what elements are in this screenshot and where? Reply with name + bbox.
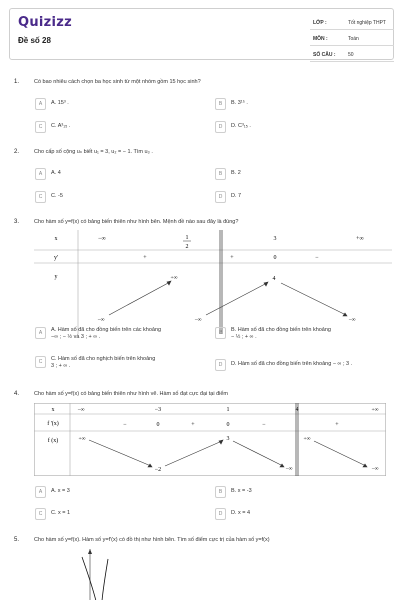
meta-label: MÔN : [313, 36, 328, 42]
fprime-label: f '(x) [47, 421, 59, 427]
x-label: x [51, 407, 55, 413]
option-text: A. Hàm số đã cho đồng biến trên các khoảng −∞ ; − ½ và 3 ; + ∞ . [51, 327, 162, 340]
x-label: x [54, 236, 58, 242]
option-letter-box: C [35, 191, 46, 203]
meta-value: Toán [348, 36, 359, 42]
x-value: 2 [185, 244, 189, 250]
option-text: A. x = 3 [51, 488, 70, 494]
option-letter-box: A [35, 327, 46, 339]
meta-row-socau [310, 49, 394, 62]
x-value: 3 [273, 236, 277, 242]
x-value: +∞ [371, 407, 379, 413]
option-letter-box: B [215, 486, 226, 498]
meta-label: LỚP : [313, 20, 327, 26]
option-text: B. Hàm số đã cho đồng biến trên khoảng − ½ ; + ∞ . [231, 327, 331, 340]
x-value: −3 [154, 407, 162, 413]
f-value: +∞ [78, 436, 86, 442]
sign: − [315, 255, 319, 261]
option-text: C. A³₁₅ . [51, 123, 71, 129]
y-value: −∞ [194, 317, 202, 323]
x-value: −∞ [98, 236, 106, 242]
y-label: y [54, 274, 58, 280]
question-text: Cho hàm số y=f(x) có bảng biến thiên như hình bên. Mệnh đề nào sau đây là đúng? [34, 219, 239, 225]
option-letter-box: D [215, 121, 226, 133]
quiz-header [9, 8, 394, 60]
question-text: Có bao nhiêu cách chọn ba học sinh từ một nhóm gồm 15 học sinh? [34, 79, 201, 85]
option-text: B. x = -3 [231, 488, 252, 494]
f-value: −2 [154, 467, 162, 473]
x-value: 1 [226, 407, 230, 413]
option-letter-box: B [215, 168, 226, 180]
question-number: 4. [14, 391, 20, 397]
sign: + [191, 422, 195, 428]
question-number: 1. [14, 79, 20, 85]
question-number: 2. [14, 149, 20, 155]
question-number: 3. [14, 219, 20, 225]
option-text: D. 7 [231, 193, 242, 199]
option-letter-box: B [215, 98, 226, 110]
option-text: A. 4 [51, 170, 61, 176]
option-text: C. -5 [51, 193, 63, 199]
sign: 0 [156, 422, 160, 428]
option-letter-box: D [215, 359, 226, 371]
meta-value: Tốt nghiệp THPT [348, 20, 386, 26]
option-text: D. x = 4 [231, 510, 251, 516]
quizizz-logo: Quizizz [18, 15, 73, 30]
sign: 0 [273, 255, 277, 261]
page-title: Đề số 28 [18, 36, 51, 45]
f-prime-curve [102, 559, 108, 600]
f-value: −∞ [285, 466, 293, 472]
option-letter-box: D [215, 508, 226, 520]
f-prime-curve [82, 557, 96, 600]
y-axis-arrow [88, 549, 92, 554]
meta-row-lop [310, 17, 394, 30]
derivative-graph-q5 [60, 549, 170, 600]
question-text: Cho hàm số y=f(x) có bảng biến thiên như hình vẽ. Hàm số đạt cực đại tại điểm [34, 391, 229, 397]
quiz-meta [310, 17, 394, 65]
option-text: B. 2 [231, 170, 241, 176]
option-letter-box: C [35, 121, 46, 133]
y-value: +∞ [170, 275, 178, 281]
sign: 0 [226, 422, 230, 428]
f-value: −∞ [371, 466, 379, 472]
question-text: Cho cấp số cộng uₙ biết u₁ = 3, u₂ = − 1. Tìm u₃ . [34, 149, 153, 155]
meta-value: 50 [348, 52, 354, 58]
option-text: A. 15³ . [51, 100, 69, 106]
x-value: 4 [295, 407, 299, 413]
variation-table-q4 [34, 403, 386, 476]
meta-row-mon [310, 33, 394, 46]
option-text: B. 3¹⁵ . [231, 100, 248, 106]
option-letter-box: A [35, 168, 46, 180]
option-text: C. Hàm số đã cho nghịch biến trên khoảng 3 ; + ∞ . [51, 356, 156, 369]
question-number: 5. [14, 537, 20, 543]
sign: − [123, 422, 127, 428]
y-value: −∞ [348, 317, 356, 323]
sign: + [143, 255, 147, 261]
meta-label: SỐ CÂU : [313, 52, 336, 58]
sign: + [335, 422, 339, 428]
f-value: +∞ [303, 436, 311, 442]
option-text: D. Hàm số đã cho đồng biến trên khoảng − ∞ ; 3 . [231, 361, 353, 367]
option-letter-box: A [35, 98, 46, 110]
option-text: C. x = 1 [51, 510, 71, 516]
sign: − [262, 422, 266, 428]
option-letter-box: C [35, 356, 46, 368]
x-value: −∞ [77, 407, 85, 413]
option-letter-box: A [35, 486, 46, 498]
option-letter-box: D [215, 191, 226, 203]
y-value: 4 [272, 276, 276, 282]
option-letter-box: C [35, 508, 46, 520]
f-label: f (x) [47, 438, 59, 444]
sign: + [230, 255, 234, 261]
y-value: −∞ [97, 317, 105, 323]
f-value: 3 [226, 436, 230, 442]
question-text: Cho hàm số y=f(x). Hàm số y=f'(x) có đồ thị như hình bên. Tìm số điểm cực trị của hàm số y=f(x) [34, 537, 270, 543]
x-value: +∞ [356, 236, 364, 242]
variation-table-q3 [34, 230, 392, 334]
x-value: 1 [185, 235, 189, 241]
option-letter-box: B [215, 327, 226, 339]
yprime-label: y' [53, 255, 59, 261]
option-text: D. C³₁₅ . [231, 123, 251, 129]
